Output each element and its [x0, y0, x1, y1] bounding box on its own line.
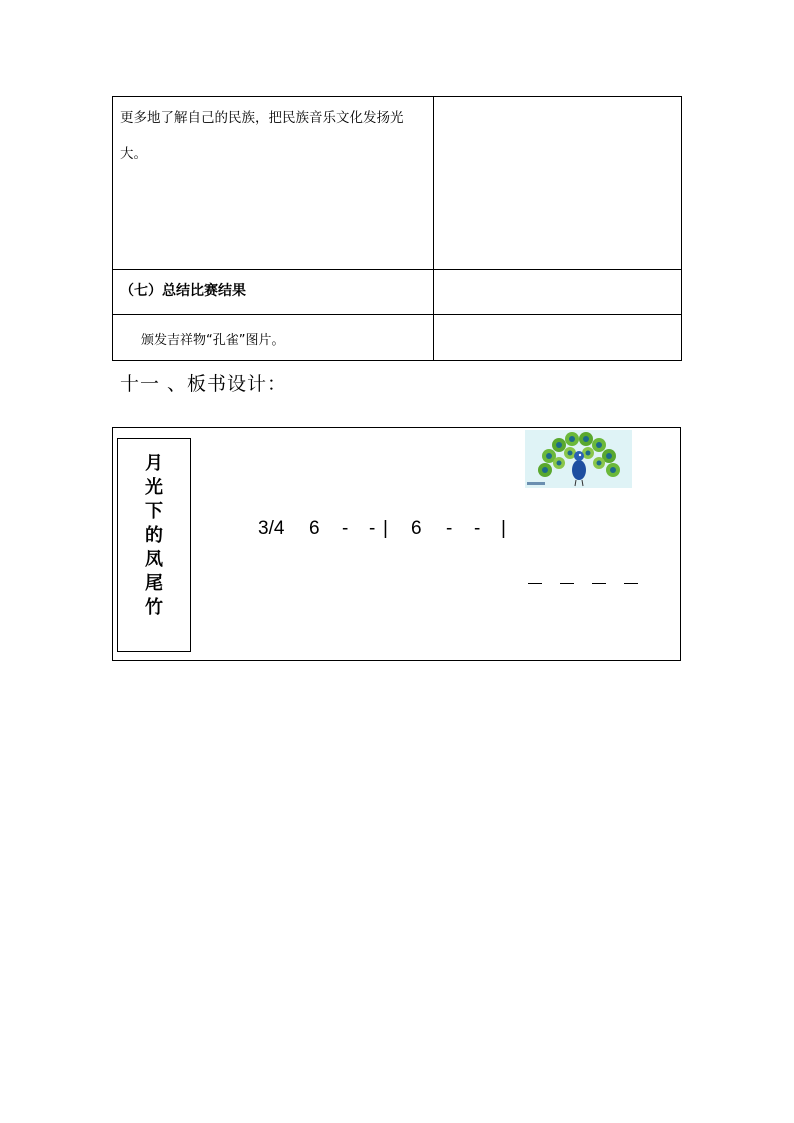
blank-line — [560, 583, 574, 584]
title-char: 凤 — [145, 549, 163, 570]
table-cell — [113, 315, 434, 361]
table-cell-empty — [434, 315, 682, 361]
blank-line — [624, 583, 638, 584]
table-cell — [113, 270, 434, 315]
title-char: 竹 — [145, 597, 163, 618]
row1-text: 更多地了解自己的民族，把民族音乐文化发扬光大。 — [120, 110, 404, 162]
table-cell-empty — [434, 270, 682, 315]
row3-text: 颁发吉祥物“孔雀”图片。 — [141, 333, 285, 348]
title-char: 的 — [145, 525, 163, 546]
title-char: 下 — [145, 501, 163, 522]
table-cell — [113, 97, 434, 270]
title-char: 月 — [145, 453, 163, 474]
time-signature: 3/4 — [258, 518, 285, 539]
title-char: 光 — [145, 477, 163, 498]
song-title-box — [117, 438, 191, 652]
note: 6 — [411, 518, 422, 539]
bar-line: | — [501, 518, 506, 539]
lesson-table — [112, 96, 682, 361]
note-dash: - — [474, 518, 481, 539]
title-char: 尾 — [145, 573, 163, 594]
row2-text: （七）总结比赛结果 — [120, 283, 246, 299]
note-dash: - — [369, 518, 376, 539]
section-heading: 十一 、板书设计： — [120, 373, 288, 395]
table-cell-empty — [434, 97, 682, 270]
note: 6 — [309, 518, 320, 539]
blank-line — [592, 583, 606, 584]
peacock-image — [525, 430, 632, 488]
bar-line: | — [383, 518, 388, 539]
blank-line — [528, 583, 542, 584]
note-dash: - — [342, 518, 349, 539]
note-dash: - — [446, 518, 453, 539]
